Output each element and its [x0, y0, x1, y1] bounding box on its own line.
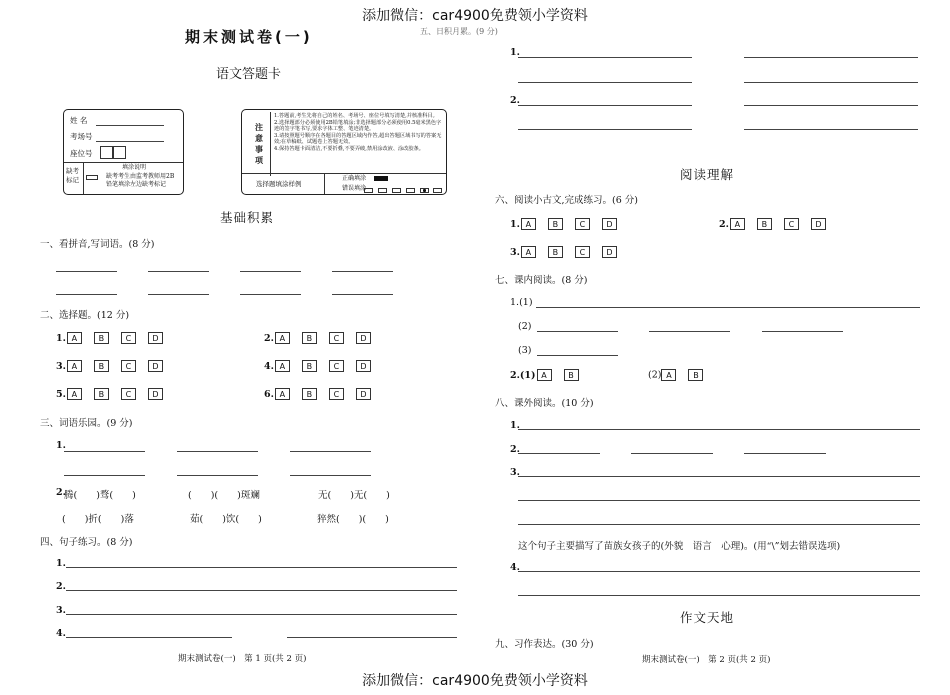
option-d[interactable]: D [148, 360, 163, 372]
choice-number: 3. [56, 360, 66, 372]
answer-line[interactable] [518, 129, 692, 130]
choice-row-r4 [510, 369, 591, 381]
answer-line[interactable] [744, 129, 918, 130]
notice-item-4: 4.保持答题卡面清洁,不要折叠,不要弄破,禁用涂改液、涂改胶条。 [274, 145, 424, 152]
exam-room-label: 考场号 [70, 132, 93, 141]
answer-line[interactable] [744, 105, 918, 106]
sentence-line[interactable] [287, 637, 457, 638]
choice-row-3 [56, 360, 175, 372]
section-basic-title: 基础积累 [220, 210, 275, 225]
answer-line[interactable] [744, 82, 918, 83]
question-8-note: 这个句子主要描写了苗族女孩子的(外貌 语言 心理)。(用“\”划去错误选项) [518, 541, 841, 552]
absent-instructions: 缺考考生由监考教师用2B铅笔填涂左边缺考标记 [106, 173, 175, 189]
question-number: 1. [56, 440, 66, 451]
student-info-box [63, 109, 184, 195]
answer-line[interactable] [744, 453, 826, 454]
answer-line[interactable] [744, 57, 918, 58]
name-label: 姓 名 [70, 116, 88, 125]
choice-number: 1. [510, 218, 520, 230]
page-2-footer: 期末测试卷(一) 第 2 页(共 2 页) [642, 655, 771, 665]
question-number: 2. [510, 444, 520, 455]
wrong-sample [378, 188, 387, 193]
question-number: 1. [56, 558, 66, 569]
absent-mark-box[interactable] [86, 175, 98, 180]
option-c[interactable]: C [329, 388, 344, 400]
question-number: 2. [56, 487, 66, 498]
question-8-heading: 八、课外阅读。(10 分) [495, 398, 594, 409]
pinyin-blank[interactable] [148, 294, 209, 295]
question-3-heading: 三、词语乐园。(9 分) [40, 418, 133, 429]
option-d[interactable]: D [811, 218, 826, 230]
choice-number: 2. [264, 332, 274, 344]
option-b[interactable]: B [94, 360, 109, 372]
answer-line[interactable] [518, 595, 920, 596]
cut-off-heading: 五、日积月累。(9 分) [420, 27, 498, 36]
option-a[interactable]: A [730, 218, 745, 230]
divider [324, 173, 325, 194]
pinyin-blank[interactable] [148, 271, 209, 272]
pinyin-blank[interactable] [240, 294, 301, 295]
option-c[interactable]: C [121, 360, 136, 372]
option-b[interactable]: B [302, 332, 317, 344]
question-number: 2. [510, 95, 520, 106]
option-d[interactable]: D [356, 360, 371, 372]
option-d[interactable]: D [356, 332, 371, 344]
option-a[interactable]: A [67, 360, 82, 372]
option-a[interactable]: A [537, 369, 552, 381]
option-c[interactable]: C [575, 218, 590, 230]
option-c[interactable]: C [329, 360, 344, 372]
exam-title: 期末测试卷(一) [185, 28, 313, 46]
choice-number: 2. [719, 218, 729, 230]
notice-items [274, 113, 442, 152]
question-number: 1. [510, 420, 520, 431]
answer-line[interactable] [518, 571, 920, 572]
word-blank[interactable] [64, 451, 145, 452]
pinyin-blank[interactable] [332, 294, 393, 295]
notice-item-2: 2.选择题部分必须使用2B铅笔填涂;非选择题部分必须使用0.5毫米黑色字迹的签字笔书写,要求字体工整、笔迹清楚。 [274, 119, 442, 132]
word-blank[interactable] [177, 475, 258, 476]
answer-line[interactable] [518, 476, 920, 477]
question-number: 3. [510, 467, 520, 478]
option-c[interactable]: C [784, 218, 799, 230]
answer-line[interactable] [518, 57, 692, 58]
choice-number: 4. [264, 360, 274, 372]
divider [270, 112, 271, 176]
idiom-fill[interactable]: ( )( )斑斓 [188, 490, 260, 501]
option-b[interactable]: B [548, 218, 563, 230]
pinyin-blank[interactable] [56, 271, 117, 272]
choice-row-4 [264, 360, 383, 372]
correct-fill-label: 正确填涂 [342, 175, 367, 182]
question-9-heading: 九、习作表达。(30 分) [495, 639, 594, 650]
divider [64, 162, 183, 163]
pinyin-blank[interactable] [240, 271, 301, 272]
question-number: 1. [510, 47, 520, 58]
choice-row-1 [56, 332, 175, 344]
question-1-heading: 一、看拼音,写词语。(8 分) [40, 239, 155, 250]
word-blank[interactable] [290, 451, 371, 452]
fill-instructions-title: 填涂说明 [122, 164, 147, 171]
seat-cell-2[interactable] [113, 146, 126, 159]
sentence-line[interactable] [66, 567, 457, 568]
wrong-fill-label: 错误填涂 [342, 185, 367, 192]
option-a[interactable]: A [521, 246, 536, 258]
divider [242, 173, 446, 174]
choice-row-r1 [510, 218, 629, 230]
notice-label: 注意事项 [255, 123, 263, 165]
option-b[interactable]: B [302, 360, 317, 372]
answer-line[interactable] [518, 429, 920, 430]
idiom-fill[interactable]: 猝然( )( ) [317, 514, 389, 525]
answer-line[interactable] [536, 307, 920, 308]
choice-row-2 [264, 332, 383, 344]
idiom-fill[interactable]: 腾( )骛( ) [64, 490, 136, 501]
option-a[interactable]: A [275, 332, 290, 344]
option-d[interactable]: D [356, 388, 371, 400]
answer-line[interactable] [518, 453, 600, 454]
idiom-fill[interactable]: ( )折( )落 [62, 514, 134, 525]
absent-mark-label: 缺考标记 [66, 167, 79, 184]
choice-number: 1. [56, 332, 66, 344]
wrong-sample [406, 188, 415, 193]
wrong-sample [420, 188, 429, 193]
notice-item-3: 3.请按照题号顺序在各题目的答题区域内作答,超出答题区域书写的答案无效;在草稿纸、试题卷上答题无效。 [274, 132, 442, 145]
option-a[interactable]: A [67, 332, 82, 344]
option-b[interactable]: B [94, 388, 109, 400]
sentence-line[interactable] [66, 637, 232, 638]
word-blank[interactable] [290, 475, 371, 476]
option-b[interactable]: B [548, 246, 563, 258]
sub-question: (3) [518, 345, 532, 356]
wrong-sample [364, 188, 373, 193]
wrong-fill-samples [354, 186, 442, 196]
sentence-line[interactable] [66, 614, 457, 615]
option-c[interactable]: C [121, 388, 136, 400]
answer-line[interactable] [631, 453, 713, 454]
option-d[interactable]: D [602, 246, 617, 258]
exam-room-field[interactable] [96, 141, 164, 142]
choice-number: 3. [510, 246, 520, 258]
option-b[interactable]: B [757, 218, 772, 230]
sample-label: 选择题填涂样例 [256, 180, 302, 188]
choice-row-5 [56, 388, 175, 400]
divider [83, 162, 84, 194]
choice-number: 5. [56, 388, 66, 400]
question-6-heading: 六、阅读小古文,完成练习。(6 分) [495, 195, 638, 206]
section-reading-title: 阅读理解 [680, 167, 735, 182]
option-a[interactable]: A [521, 218, 536, 230]
option-d[interactable]: D [148, 332, 163, 344]
option-b[interactable]: B [94, 332, 109, 344]
answer-line[interactable] [762, 331, 843, 332]
seat-label: 座位号 [70, 149, 93, 158]
answer-line[interactable] [537, 355, 618, 356]
choice-row-r5 [648, 369, 715, 381]
option-a[interactable]: A [275, 388, 290, 400]
option-d[interactable]: D [602, 218, 617, 230]
question-number: 4. [510, 562, 520, 573]
section-writing-title: 作文天地 [680, 610, 735, 625]
pinyin-blank[interactable] [56, 294, 117, 295]
sub-question: 1.(1) [510, 297, 533, 308]
question-number: 3. [56, 605, 66, 616]
pinyin-blank[interactable] [332, 271, 393, 272]
idiom-fill[interactable]: 茹( )饮( ) [190, 514, 262, 525]
answer-line[interactable] [537, 331, 618, 332]
watermark-top: 添加微信：car4900免费领小学资料 [362, 8, 588, 24]
choice-number: 2.(1) [510, 369, 536, 381]
option-a[interactable]: A [67, 388, 82, 400]
choice-number: (2) [648, 369, 662, 381]
correct-fill-sample [374, 176, 388, 181]
option-c[interactable]: C [575, 246, 590, 258]
answer-line[interactable] [518, 105, 692, 106]
option-a[interactable]: A [275, 360, 290, 372]
choice-row-6 [264, 388, 383, 400]
wrong-sample [433, 188, 442, 193]
answer-line[interactable] [518, 82, 692, 83]
answer-line[interactable] [649, 331, 730, 332]
question-4-heading: 四、句子练习。(8 分) [40, 537, 133, 548]
question-number: 2. [56, 581, 66, 592]
question-7-heading: 七、课内阅读。(8 分) [495, 275, 588, 286]
sentence-line[interactable] [66, 590, 457, 591]
name-field[interactable] [96, 125, 164, 126]
watermark-bottom: 添加微信：car4900免费领小学资料 [362, 673, 588, 689]
word-blank[interactable] [177, 451, 258, 452]
wrong-sample [392, 188, 401, 193]
option-b[interactable]: B [688, 369, 703, 381]
notice-item-1: 1.答题前,考生先将自己的姓名、考场号、座位号填写清楚,并核准科目。 [274, 113, 438, 119]
choice-row-r3 [510, 246, 629, 258]
question-2-heading: 二、选择题。(12 分) [40, 310, 130, 321]
answer-line[interactable] [518, 524, 920, 525]
page-1-footer: 期末测试卷(一) 第 1 页(共 2 页) [178, 654, 307, 664]
question-number: 4. [56, 628, 66, 639]
option-c[interactable]: C [121, 332, 136, 344]
choice-number: 6. [264, 388, 274, 400]
answer-sheet-title: 语文答题卡 [216, 67, 282, 82]
choice-row-r2 [719, 218, 838, 230]
seat-cell-1[interactable] [100, 146, 113, 159]
option-a[interactable]: A [661, 369, 676, 381]
option-c[interactable]: C [329, 332, 344, 344]
option-b[interactable]: B [302, 388, 317, 400]
option-b[interactable]: B [564, 369, 579, 381]
word-blank[interactable] [64, 475, 145, 476]
answer-line[interactable] [518, 500, 920, 501]
option-d[interactable]: D [148, 388, 163, 400]
notice-box [241, 109, 447, 195]
sub-question: (2) [518, 321, 532, 332]
idiom-fill[interactable]: 无( )无( ) [318, 490, 390, 501]
